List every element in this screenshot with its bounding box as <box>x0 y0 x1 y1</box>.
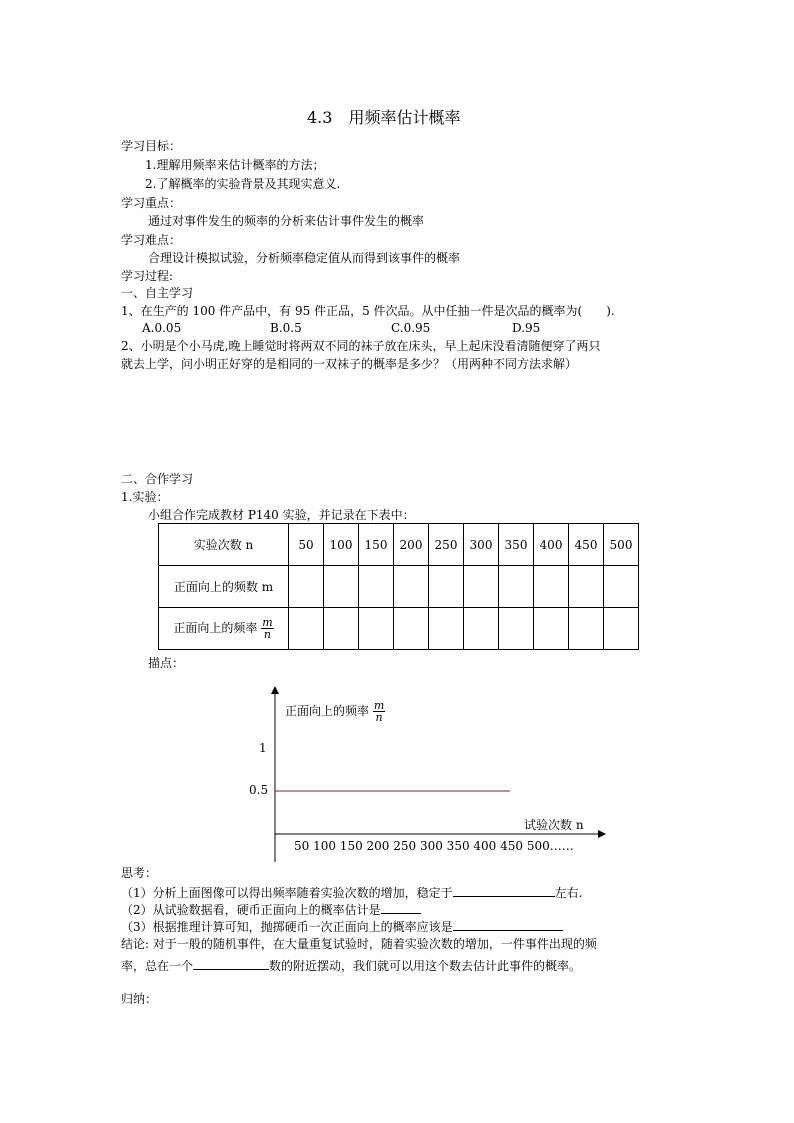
focus-text: 通过对事件发生的频率的分析来估计事件发生的概率 <box>148 214 425 228</box>
answer-blank[interactable] <box>453 918 563 931</box>
thinking-q1 <box>121 884 582 900</box>
option-d: D.95 <box>512 321 541 335</box>
experiment-label: 1.实验： <box>121 490 169 504</box>
answer-blank[interactable] <box>193 957 269 970</box>
conclusion-line-2 <box>121 957 581 973</box>
plot-label: 描点： <box>148 656 185 670</box>
coop-heading: 二、合作学习 <box>121 472 194 486</box>
column-header: 200 <box>394 524 429 566</box>
thinking-heading: 思考： <box>121 866 158 880</box>
conclusion-line-1: 结论: 对于一般的随机事件，在大量重复试验时，随着实验次数的增加，一件事件出现的频 <box>121 937 597 951</box>
objectives-heading: 学习目标： <box>121 139 182 153</box>
y-tick-label: 1 <box>259 741 267 755</box>
self-study-heading: 一、自主学习 <box>121 286 194 300</box>
objective-item: 2.了解概率的实验背景及其现实意义. <box>145 177 341 191</box>
answer-blank[interactable] <box>381 901 421 914</box>
difficulty-text: 合理设计模拟试验，分析频率稳定值从而得到该事件的概率 <box>148 251 461 265</box>
y-tick-label: 0.5 <box>249 783 269 797</box>
question-1: 1、在生产的 100 件产品中，有 95 件正品，5 件次品。从中任抽一件是次品的概率为( ). <box>121 304 615 318</box>
column-header: 450 <box>569 524 604 566</box>
option-b: B.0.5 <box>270 321 302 335</box>
fraction-numerator: m <box>262 616 273 629</box>
column-header: 150 <box>359 524 394 566</box>
page-title: 4.3 用频率估计概率 <box>307 108 461 127</box>
row-header-trials: 实验次数 n <box>159 524 289 566</box>
column-header: 100 <box>324 524 359 566</box>
summary-heading: 归纳： <box>121 992 158 1006</box>
thinking-q2-text: （2）从试验数据看，硬币正面向上的概率估计是 <box>121 903 381 917</box>
difficulty-heading: 学习难点： <box>121 233 182 247</box>
fraction-denominator: n <box>375 711 383 724</box>
x-tick-labels: 50 100 150 200 250 300 350 400 450 500…… <box>294 839 574 853</box>
column-header: 500 <box>604 524 639 566</box>
objective-item: 1.理解用频率来估计概率的方法； <box>145 158 325 172</box>
conclusion-line-2-end: 数的附近摆动，我们就可以用这个数去估计此事件的概率。 <box>269 959 582 973</box>
row-header-frequency-label: 正面向上的频率 <box>173 621 258 635</box>
answer-blank[interactable] <box>453 884 555 897</box>
option-a: A.0.05 <box>142 321 182 335</box>
y-axis-fraction <box>373 700 385 723</box>
question-2-line-2: 就去上学，问小明正好穿的是相同的一双袜子的概率是多少？（用两种不同方法求解） <box>121 357 578 371</box>
experiment-instruction: 小组合作完成教材 P140 实验，并记录在下表中： <box>148 508 415 522</box>
focus-heading: 学习重点： <box>121 196 182 210</box>
fraction-denominator: n <box>263 628 271 641</box>
row-header-count: 正面向上的频数 m <box>159 566 289 608</box>
thinking-q1-text: （1）分析上面图像可以得出频率随着实验次数的增加，稳定于 <box>121 886 453 900</box>
y-axis-label <box>285 700 385 723</box>
y-axis-label-text: 正面向上的频率 <box>285 704 370 718</box>
column-header: 250 <box>429 524 464 566</box>
column-header: 400 <box>534 524 569 566</box>
column-header: 300 <box>464 524 499 566</box>
thinking-q3 <box>121 918 563 934</box>
conclusion-line-2-start: 率，总在一个 <box>121 959 194 973</box>
column-header: 350 <box>499 524 534 566</box>
thinking-q1-tail: 左右. <box>554 886 583 900</box>
thinking-q2 <box>121 901 421 917</box>
x-axis-label: 试验次数 n <box>524 818 584 832</box>
process-heading: 学习过程: <box>121 269 174 283</box>
column-header: 50 <box>289 524 324 566</box>
option-c: C.0.95 <box>391 321 431 335</box>
question-2-line-1: 2、小明是个小马虎,晚上睡觉时将两双不同的袜子放在床头，早上起床没看清随便穿了两只 <box>121 339 601 353</box>
thinking-q3-text: （3）根据推理计算可知，抛掷硬币一次正面向上的概率应该是 <box>121 920 453 934</box>
fraction-numerator: m <box>373 699 385 712</box>
